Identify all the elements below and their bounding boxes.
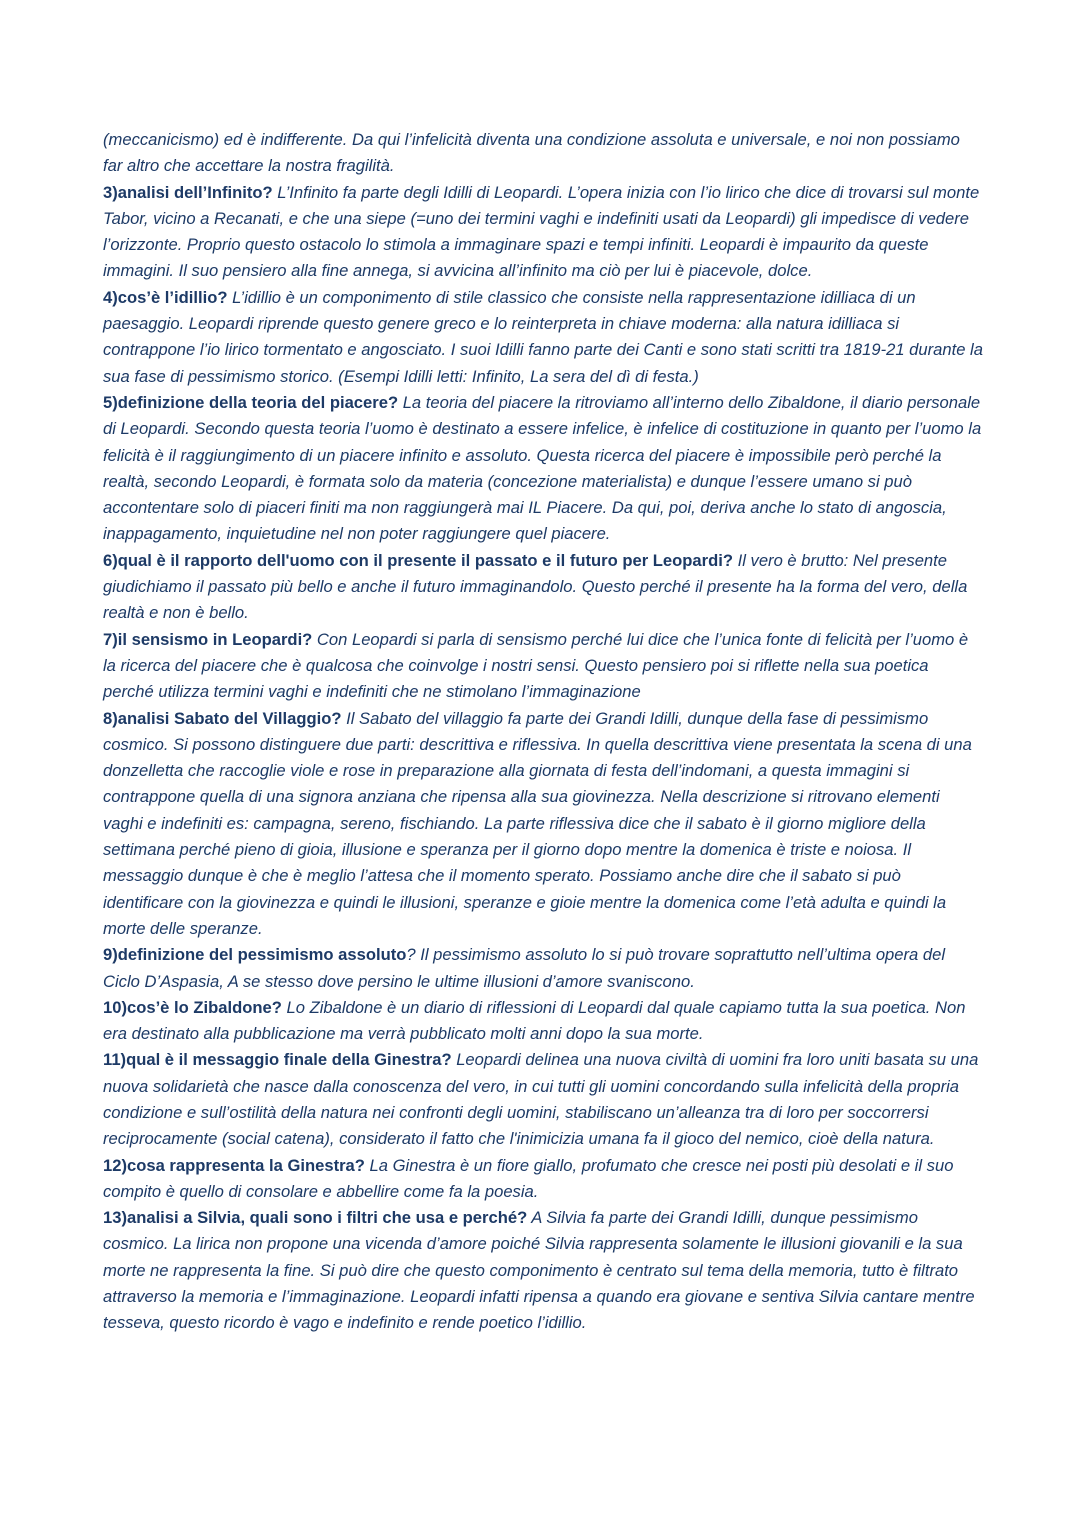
question-text: 6)qual è il rapporto dell'uomo con il presente il passato e il futuro per Leopardi? [103,550,733,570]
answer-text: Il vero è brutto: Nel presente giudichiamo il passato più bello e anche il futuro immaginandolo. Questo perché il presente ha la forma del vero, della realtà e non è bello. [103,550,968,623]
answer-text: La Ginestra è un fiore giallo, profumato che cresce nei posti più desolati e il suo compito è quello di consolare e abbellire come fa la poesia. [103,1155,954,1201]
question-text: 9)definizione del pessimismo assoluto [103,945,407,965]
question-text: 11)qual è il messaggio finale della Ginestra? [103,1050,452,1070]
qa-item [103,942,983,995]
document-page [103,127,983,1337]
qa-item [103,995,983,1048]
answer-text: La teoria del piacere la ritroviamo all’interno dello Zibaldone, il diario personale di Leopardi. Secondo questa teoria l’uomo è destinato a essere infelice, è infelice di costituzione in quanto per l’uomo la felicità è il raggiungimento di un piacere infinito e assoluto. Questa ricerca del piacere è impossibile però perché la realtà, secondo Leopardi, è formata solo da materia (concezione materialista) e dunque l’essere umano si può accontentare solo di piaceri finiti ma non raggiungerà mai IL Piacere. Da qui, poi, deriva anche lo stato di angoscia, inappagamento, inquietudine nel non poter raggiungere quel piacere. [103,392,982,544]
answer-text: Il Sabato del villaggio fa parte dei Grandi Idilli, dunque della fase di pessimismo cosmico. Si possono distinguere due parti: descrittiva e riflessiva. In quella descrittiva viene presentata la scena di una donzelletta che raccoglie viole e rose in preparazione alla giornata di festa dell’indomani, a questa immagini si contrappone quella di una signora anziana che ripensa alla sua giovinezza. Nella descrizione si ritrovano elementi vaghi e indefiniti es: campagna, sereno, fischiando. La parte riflessiva dice che il sabato è il giorno migliore della settimana perché pieno di gioia, illusione e speranza per il giorno dopo mentre la domenica è triste e noiosa. Il messaggio dunque è che è meglio l’attesa che il momento sperato. Possiamo anche dire che il sabato si può identificare con la giovinezza e quindi le illusioni, speranze e gioie mentre la domenica come l’età adulta e quindi la morte delle speranze. [103,708,972,938]
question-text: 5)definizione della teoria del piacere? [103,392,399,412]
intro-paragraph: (meccanicismo) ed è indifferente. Da qui l’infelicità diventa una condizione assoluta e universale, e noi non possiamo far altro che accettare la nostra fragilità. [103,130,960,176]
qa-item [103,180,983,285]
question-text: 3)analisi dell’Infinito? [103,182,273,202]
qa-item [103,390,983,548]
question-text: 7)il sensismo in Leopardi? [103,629,313,649]
qa-item [103,1205,983,1336]
answer-text: Leopardi delinea una nuova civiltà di uomini fra loro uniti basata su una nuova solidarietà che nasce dalla conoscenza del vero, in cui tutti gli uomini concordando sulla infelicità della propria condizione e sull’ostilità della natura nei confronti degli uomini, stabiliscano un’alleanza tra di loro per soccorrersi reciprocamente (social catena), considerato il fatto che l'inimicizia umana fa il gioco del nemico, cioè della natura. [103,1050,979,1149]
qa-item [103,548,983,627]
answer-text: Con Leopardi si parla di sensismo perché lui dice che l’unica fonte di felicità per l’uomo è la ricerca del piacere che è qualcosa che coinvolge i nostri sensi. Questo pensiero poi si riflette nella sua poetica perché utilizza termini vaghi e indefiniti che ne stimolano l’immaginazione [103,629,969,702]
question-text: 10)cos’è lo Zibaldone? [103,997,282,1017]
qa-item [103,1153,983,1206]
qa-item [103,285,983,390]
question-text: 8)analisi Sabato del Villaggio? [103,708,342,728]
question-text: 12)cosa rappresenta la Ginestra? [103,1155,365,1175]
answer-text: ? Il pessimismo assoluto lo si può trovare soprattutto nell’ultima opera del Ciclo D’Aspasia, A se stesso dove persino le ultime illusioni d’amore svaniscono. [103,945,946,991]
qa-item [103,1047,983,1152]
qa-item [103,627,983,706]
question-text: 4)cos’è l’idillio? [103,287,228,307]
answer-text: L’Infinito fa parte degli Idilli di Leopardi. L’opera inizia con l’io lirico che dice di trovarsi sul monte Tabor, vicino a Recanati, e che una siepe (=uno dei termini vaghi e indefiniti usati da Leopardi) gli impedisce di vedere l’orizzonte. Proprio questo ostacolo lo stimola a immaginare spazi e tempi infiniti. Leopardi è impaurito da queste immagini. Il suo pensiero alla fine annega, si avvicina all’infinito ma ciò per lui è piacevole, dolce. [103,182,980,281]
question-text: 13)analisi a Silvia, quali sono i filtri che usa e perché? [103,1208,528,1228]
answer-text: A Silvia fa parte dei Grandi Idilli, dunque pessimismo cosmico. La lirica non propone una vicenda d’amore poiché Silvia rappresenta solamente le illusioni giovanili e la sua morte ne rappresenta la fine. Si può dire che questo componimento è centrato sul tema della memoria, tutto è filtrato attraverso la memoria e l’immaginazione. Leopardi infatti ripensa a quando era giovane e sentiva Silvia cantare mentre tesseva, questo ricordo è vago e indefinito e rende poetico l’idillio. [103,1208,975,1333]
answer-text: Lo Zibaldone è un diario di riflessioni di Leopardi dal quale capiamo tutta la sua poetica. Non era destinato alla pubblicazione ma verrà pubblicato molti anni dopo la sua morte. [103,997,966,1044]
qa-item [103,706,983,943]
answer-text: L’idillio è un componimento di stile classico che consiste nella rappresentazione idilliaca di un paesaggio. Leopardi riprende questo genere greco e lo reinterpreta in chiave moderna: alla natura idilliaca si contrappone l’io lirico tormentato e angosciato. I suoi Idilli fanno parte dei Canti e sono stati scritti tra 1819-21 durante la sua fase di pessimismo storico. (Esempi Idilli letti: Infinito, La sera del dì di festa.) [103,287,983,386]
